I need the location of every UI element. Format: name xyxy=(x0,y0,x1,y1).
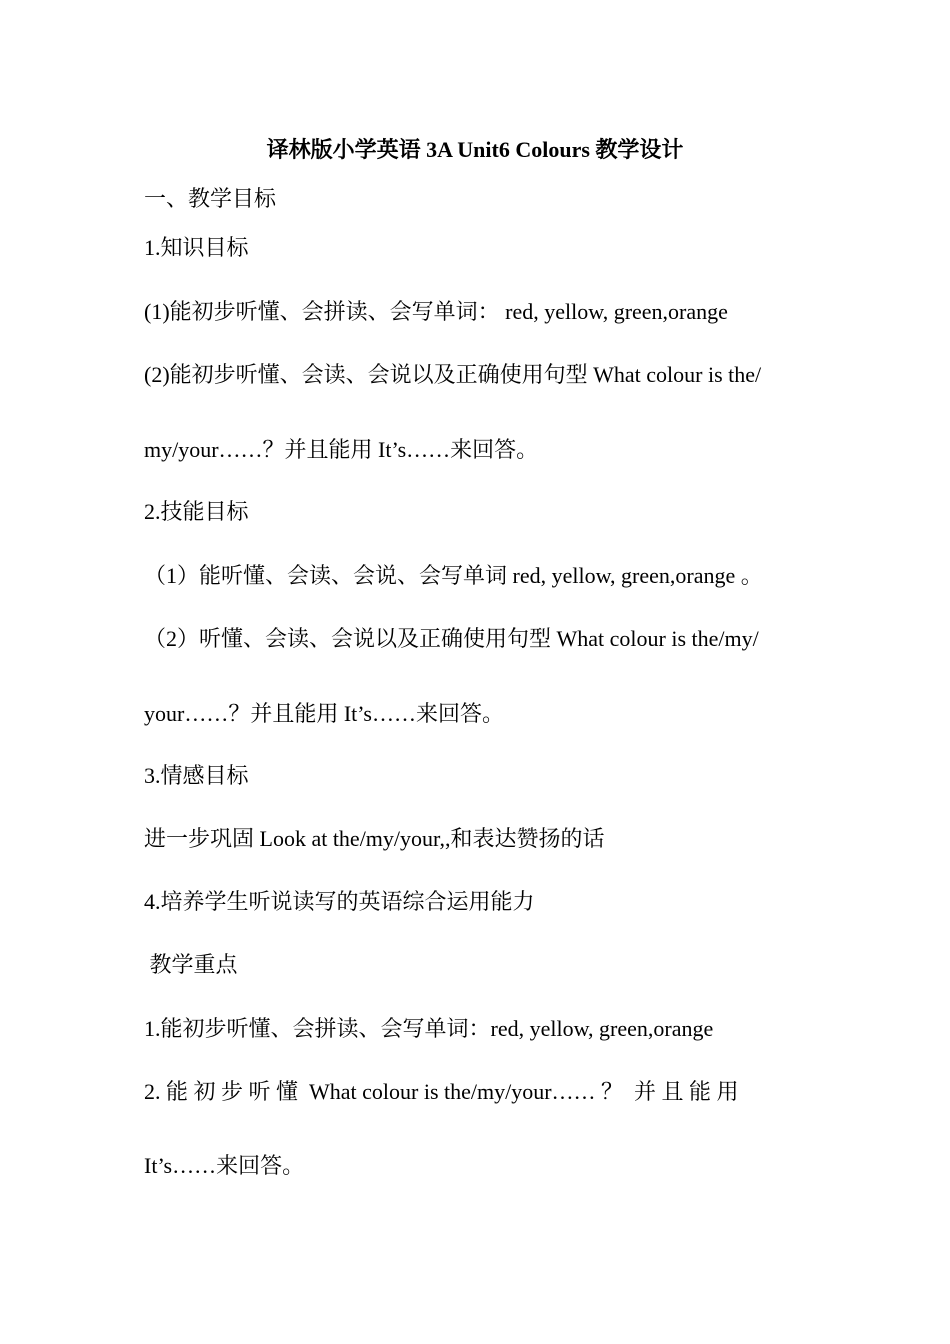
paragraph: It’s……来回答。 xyxy=(144,1153,305,1178)
paragraph: (2)能初步听懂、会读、会说以及正确使用句型 What colour is the/ xyxy=(144,362,762,387)
subheading-knowledge: 1.知识目标 xyxy=(144,235,249,260)
subheading-skills: 2.技能目标 xyxy=(144,499,249,524)
paragraph: 4.培养学生听说读写的英语综合运用能力 xyxy=(144,889,535,914)
paragraph: （2）听懂、会读、会说以及正确使用句型 What colour is the/my/ xyxy=(144,626,759,651)
paragraph: my/your……？并且能用 It’s……来回答。 xyxy=(144,437,539,462)
document-title: 译林版小学英语 3A Unit6 Colours 教学设计 xyxy=(266,137,684,162)
paragraph: 2. 能 初 步 听 懂 What colour is the/my/your…… ？ 并 且 能 用 xyxy=(144,1079,739,1104)
paragraph: （1）能听懂、会读、会说、会写单词 red, yellow, green,orange 。 xyxy=(144,563,763,588)
section-heading-objectives: 一、教学目标 xyxy=(144,186,277,211)
paragraph: your……？并且能用 It’s……来回答。 xyxy=(144,701,504,726)
section-heading-key-points: 教学重点 xyxy=(144,952,238,977)
subheading-emotion: 3.情感目标 xyxy=(144,763,249,788)
paragraph: 进一步巩固 Look at the/my/your,,和表达赞扬的话 xyxy=(144,826,605,851)
paragraph: 1.能初步听懂、会拼读、会写单词：red, yellow, green,orange xyxy=(144,1016,714,1041)
paragraph: (1)能初步听懂、会拼读、会写单词： red, yellow, green,orange xyxy=(144,299,728,324)
